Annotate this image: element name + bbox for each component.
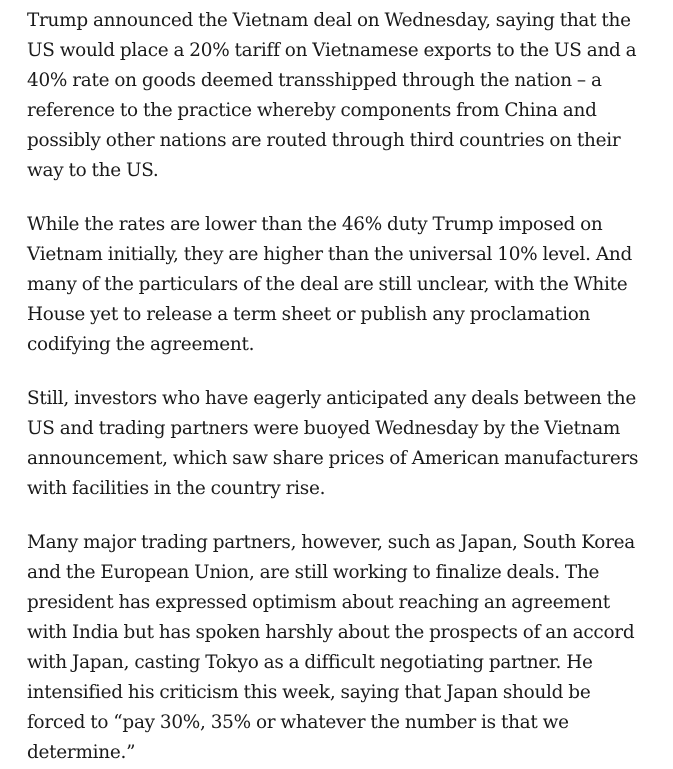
text-line: Vietnam initially, they are higher than the universal 10% level. And: [27, 244, 633, 265]
text-line: announcement, which saw share prices of American manufacturers: [27, 448, 639, 469]
text-line: many of the particulars of the deal are still unclear, with the White: [27, 274, 628, 295]
text-line: codifying the agreement.: [27, 334, 255, 355]
text-line: reference to the practice whereby components from China and: [27, 100, 597, 121]
text-line: While the rates are lower than the 46% duty Trump imposed on: [27, 214, 603, 235]
text-line: Many major trading partners, however, such as Japan, South Korea: [27, 532, 635, 553]
text-line: way to the US.: [27, 160, 159, 181]
text-line: US would place a 20% tariff on Vietnamese exports to the US and a: [27, 40, 637, 61]
paragraph-trading-partners: [27, 528, 653, 768]
text-line: determine.”: [27, 742, 136, 763]
text-line: US and trading partners were buoyed Wednesday by the Vietnam: [27, 418, 621, 439]
text-line: Trump announced the Vietnam deal on Wednesday, saying that the: [27, 10, 631, 31]
text-line: intensified his criticism this week, saying that Japan should be: [27, 682, 591, 703]
text-line: with India but has spoken harshly about the prospects of an accord: [27, 622, 635, 643]
text-line: with facilities in the country rise.: [27, 478, 326, 499]
text-line: possibly other nations are routed through third countries on their: [27, 130, 621, 151]
text-line: forced to “pay 30%, 35% or whatever the number is that we: [27, 712, 569, 733]
text-line: president has expressed optimism about reaching an agreement: [27, 592, 610, 613]
text-line: with Japan, casting Tokyo as a difficult negotiating partner. He: [27, 652, 593, 673]
paragraph-vietnam-deal: [27, 6, 653, 186]
text-line: House yet to release a term sheet or publish any proclamation: [27, 304, 591, 325]
text-line: 40% rate on goods deemed transshipped through the nation – a: [27, 70, 602, 91]
text-line: and the European Union, are still working to finalize deals. The: [27, 562, 600, 583]
text-line: Still, investors who have eagerly anticipated any deals between the: [27, 388, 636, 409]
paragraph-rates: [27, 210, 653, 360]
paragraph-investors: [27, 384, 653, 504]
